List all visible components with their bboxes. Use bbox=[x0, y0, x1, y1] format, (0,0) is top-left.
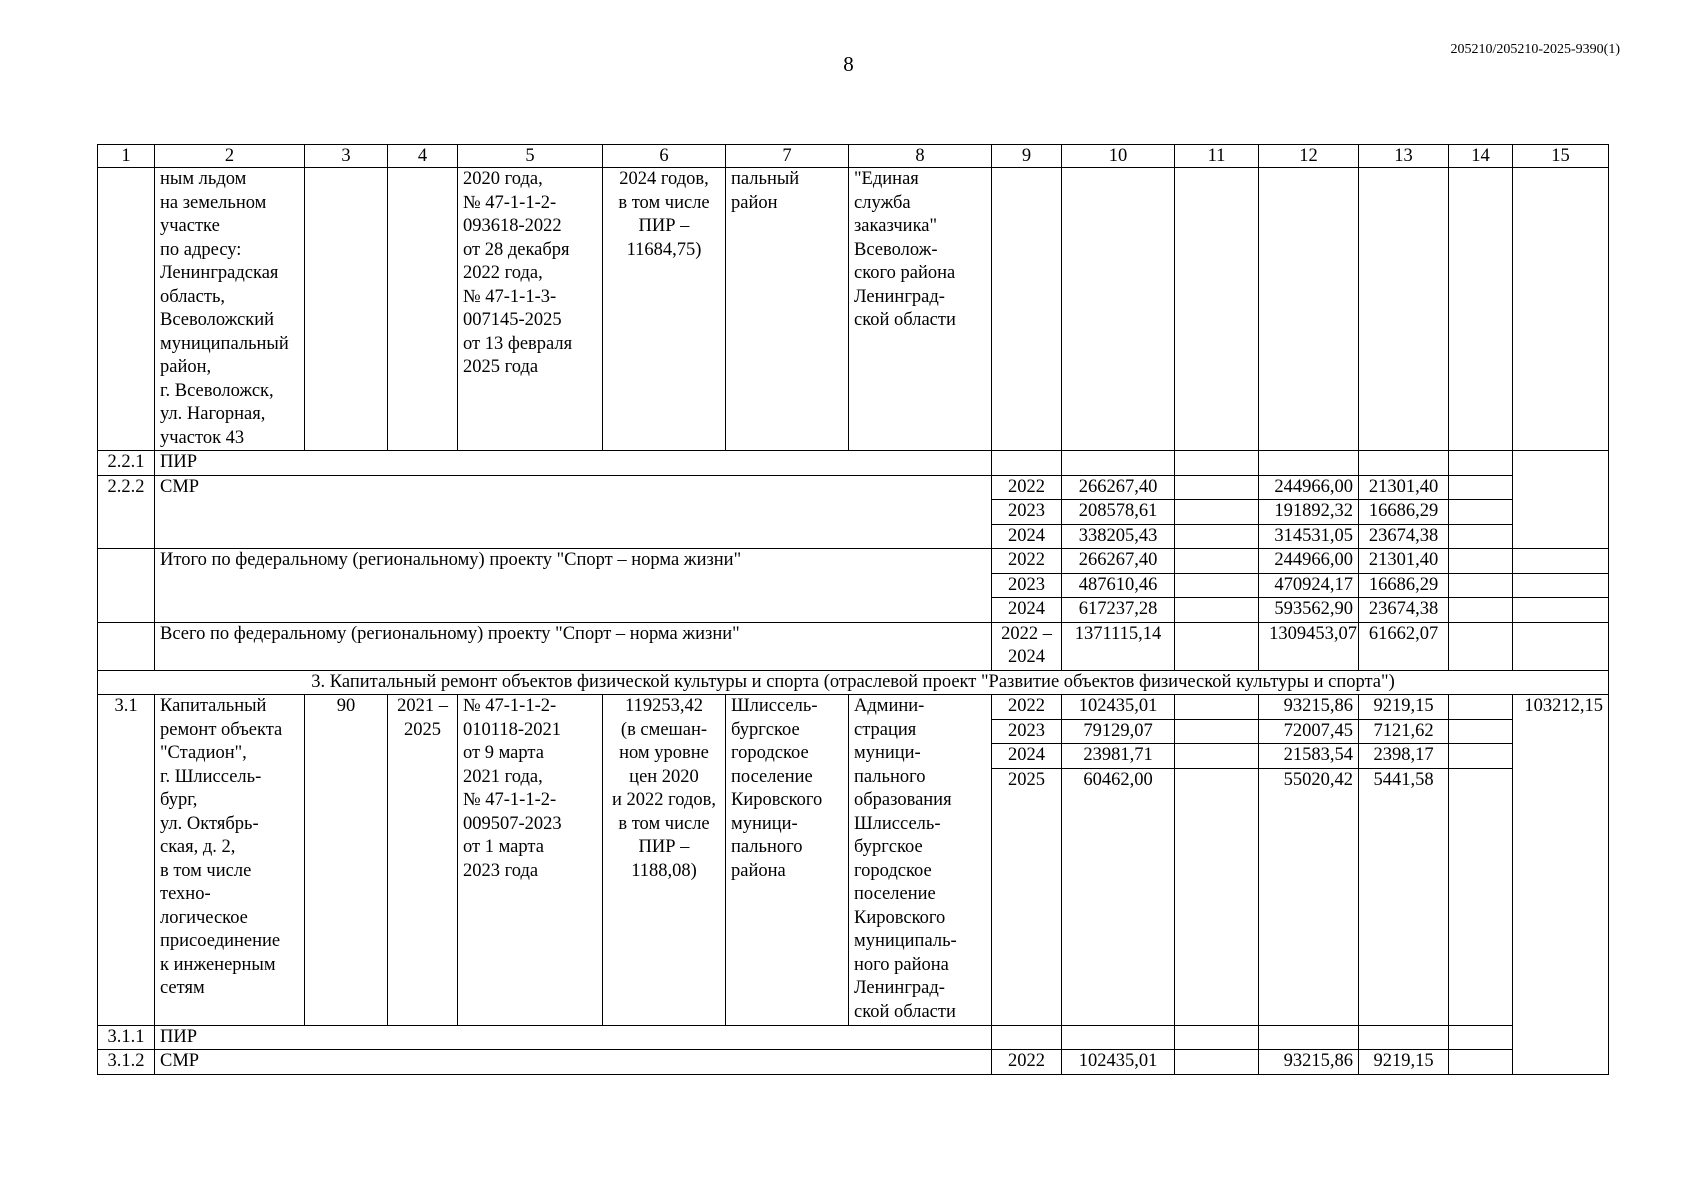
column-number: 11 bbox=[1175, 145, 1259, 168]
local-budget-cell: 16686,29 bbox=[1359, 573, 1449, 598]
row-label: ПИР bbox=[155, 451, 992, 476]
total-cell: 266267,40 bbox=[1062, 549, 1175, 574]
local-budget-cell: 21301,40 bbox=[1359, 549, 1449, 574]
regional-budget-cell: 593562,90 bbox=[1259, 598, 1359, 623]
row-number: 3.1 bbox=[98, 695, 155, 1026]
object-location: пальный район bbox=[726, 168, 849, 451]
page-number: 8 bbox=[843, 52, 854, 76]
row-label: СМР bbox=[155, 1050, 992, 1075]
column-number: 9 bbox=[992, 145, 1062, 168]
regional-budget-cell: 314531,05 bbox=[1259, 524, 1359, 549]
capacity-cell: 90 bbox=[305, 695, 388, 1026]
year-cell: 2023 bbox=[992, 719, 1062, 744]
year-cell: 2022 bbox=[992, 1050, 1062, 1075]
local-budget-cell: 2398,17 bbox=[1359, 744, 1449, 769]
column-number: 1 bbox=[98, 145, 155, 168]
regional-budget-cell: 55020,42 bbox=[1259, 768, 1359, 1025]
local-budget-cell: 16686,29 bbox=[1359, 500, 1449, 525]
column-number: 14 bbox=[1449, 145, 1513, 168]
year-cell: 2024 bbox=[992, 598, 1062, 623]
object-name: ным льдом на земельном участке по адресу: Ленинградская область, Всеволожский муниципальный район, г. Всеволожск, ул. Нагорная, участок 43 bbox=[155, 168, 305, 451]
year-cell: 2022 bbox=[992, 475, 1062, 500]
total-cell: 102435,01 bbox=[1062, 695, 1175, 720]
regional-budget-cell: 244966,00 bbox=[1259, 475, 1359, 500]
document-id: 205210/205210-2025-9390(1) bbox=[1450, 42, 1620, 57]
local-budget-cell: 23674,38 bbox=[1359, 524, 1449, 549]
total-cell: 617237,28 bbox=[1062, 598, 1175, 623]
expertise-info: № 47-1-1-2- 010118-2021 от 9 марта 2021 года, № 47-1-1-2- 009507-2023 от 1 марта 2023 года bbox=[458, 695, 603, 1026]
program-table bbox=[97, 144, 1609, 1075]
column-number: 8 bbox=[849, 145, 992, 168]
regional-budget-cell: 470924,17 bbox=[1259, 573, 1359, 598]
row-3-1-1 bbox=[98, 1025, 1609, 1050]
row-2-2-2 bbox=[98, 475, 1609, 500]
total-cell: 23981,71 bbox=[1062, 744, 1175, 769]
section-3-header-row bbox=[98, 670, 1609, 695]
total-cell: 208578,61 bbox=[1062, 500, 1175, 525]
row-3-1-2 bbox=[98, 1050, 1609, 1075]
year-cell: 2024 bbox=[992, 524, 1062, 549]
object-location: Шлиссель- бургское городское поселение Кировского муници- пального района bbox=[726, 695, 849, 1026]
column-number-row bbox=[98, 145, 1609, 168]
local-budget-cell: 9219,15 bbox=[1359, 1050, 1449, 1075]
column-number: 5 bbox=[458, 145, 603, 168]
subtotal-label: Итого по федеральному (региональному) проекту "Спорт – норма жизни" bbox=[155, 549, 992, 623]
period-cell: 2021 – 2025 bbox=[388, 695, 458, 1026]
grand-total-label: Всего по федеральному (региональному) проекту "Спорт – норма жизни" bbox=[155, 622, 992, 670]
row-label: ПИР bbox=[155, 1025, 992, 1050]
column-number: 10 bbox=[1062, 145, 1175, 168]
estimated-cost: 2024 годов, в том числе ПИР – 11684,75) bbox=[603, 168, 726, 451]
row-number: 2.2.1 bbox=[98, 451, 155, 476]
year-cell: 2023 bbox=[992, 500, 1062, 525]
column-number: 3 bbox=[305, 145, 388, 168]
year-cell: 2025 bbox=[992, 768, 1062, 1025]
total-cell: 266267,40 bbox=[1062, 475, 1175, 500]
column-number: 13 bbox=[1359, 145, 1449, 168]
subtotal-row bbox=[98, 549, 1609, 574]
expertise-info: 2020 года, № 47-1-1-2- 093618-2022 от 28 декабря 2022 года, № 47-1-1-3- 007145-2025 от 13 февраля 2025 года bbox=[458, 168, 603, 451]
row-label: СМР bbox=[155, 475, 992, 549]
local-budget-cell: 21301,40 bbox=[1359, 475, 1449, 500]
year-cell: 2024 bbox=[992, 744, 1062, 769]
object-2-2-row bbox=[98, 168, 1609, 451]
regional-budget-cell: 72007,45 bbox=[1259, 719, 1359, 744]
local-budget-cell: 5441,58 bbox=[1359, 768, 1449, 1025]
regional-budget-cell: 21583,54 bbox=[1259, 744, 1359, 769]
local-budget-cell: 61662,07 bbox=[1359, 622, 1449, 670]
row-number: 2.2.2 bbox=[98, 475, 155, 549]
section-title: 3. Капитальный ремонт объектов физической культуры и спорта (отраслевой проект "Развитие объектов физической культуры и спорта") bbox=[98, 670, 1609, 695]
column-number: 7 bbox=[726, 145, 849, 168]
regional-budget-cell: 191892,32 bbox=[1259, 500, 1359, 525]
year-cell: 2022 bbox=[992, 695, 1062, 720]
total-cell: 338205,43 bbox=[1062, 524, 1175, 549]
row-2-2-1 bbox=[98, 451, 1609, 476]
object-3-1-row bbox=[98, 695, 1609, 720]
column-number: 2 bbox=[155, 145, 305, 168]
local-budget-cell: 23674,38 bbox=[1359, 598, 1449, 623]
column-number: 6 bbox=[603, 145, 726, 168]
total-cell: 487610,46 bbox=[1062, 573, 1175, 598]
total-cell: 102435,01 bbox=[1062, 1050, 1175, 1075]
year-cell: 2022 bbox=[992, 549, 1062, 574]
total-cell: 60462,00 bbox=[1062, 768, 1175, 1025]
column-15-value: 103212,15 bbox=[1513, 695, 1609, 1075]
total-cell: 79129,07 bbox=[1062, 719, 1175, 744]
column-number: 4 bbox=[388, 145, 458, 168]
local-budget-cell: 9219,15 bbox=[1359, 695, 1449, 720]
row-number: 3.1.2 bbox=[98, 1050, 155, 1075]
regional-budget-cell: 93215,86 bbox=[1259, 1050, 1359, 1075]
object-name: Капитальный ремонт объекта "Стадион", г. Шлиссель- бург, ул. Октябрь- ская, д. 2, в том числе техно- логическое присоединение к инженерным сетям bbox=[155, 695, 305, 1026]
column-number: 12 bbox=[1259, 145, 1359, 168]
year-range-cell: 2022 – 2024 bbox=[992, 622, 1062, 670]
customer: Админи- страция муници- пального образования Шлиссель- бургское городское поселение Кировского муниципаль- ного района Ленинград- ской области bbox=[849, 695, 992, 1026]
column-number: 15 bbox=[1513, 145, 1609, 168]
regional-budget-cell: 1309453,07 bbox=[1259, 622, 1359, 670]
estimated-cost: 119253,42 (в смешан- ном уровне цен 2020 и 2022 годов, в том числе ПИР – 1188,08) bbox=[603, 695, 726, 1026]
total-cell: 1371115,14 bbox=[1062, 622, 1175, 670]
regional-budget-cell: 244966,00 bbox=[1259, 549, 1359, 574]
row-number: 3.1.1 bbox=[98, 1025, 155, 1050]
grand-total-row bbox=[98, 622, 1609, 670]
customer: "Единая служба заказчика" Всеволож- ского района Ленинград- ской области bbox=[849, 168, 992, 451]
year-cell: 2023 bbox=[992, 573, 1062, 598]
local-budget-cell: 7121,62 bbox=[1359, 719, 1449, 744]
regional-budget-cell: 93215,86 bbox=[1259, 695, 1359, 720]
